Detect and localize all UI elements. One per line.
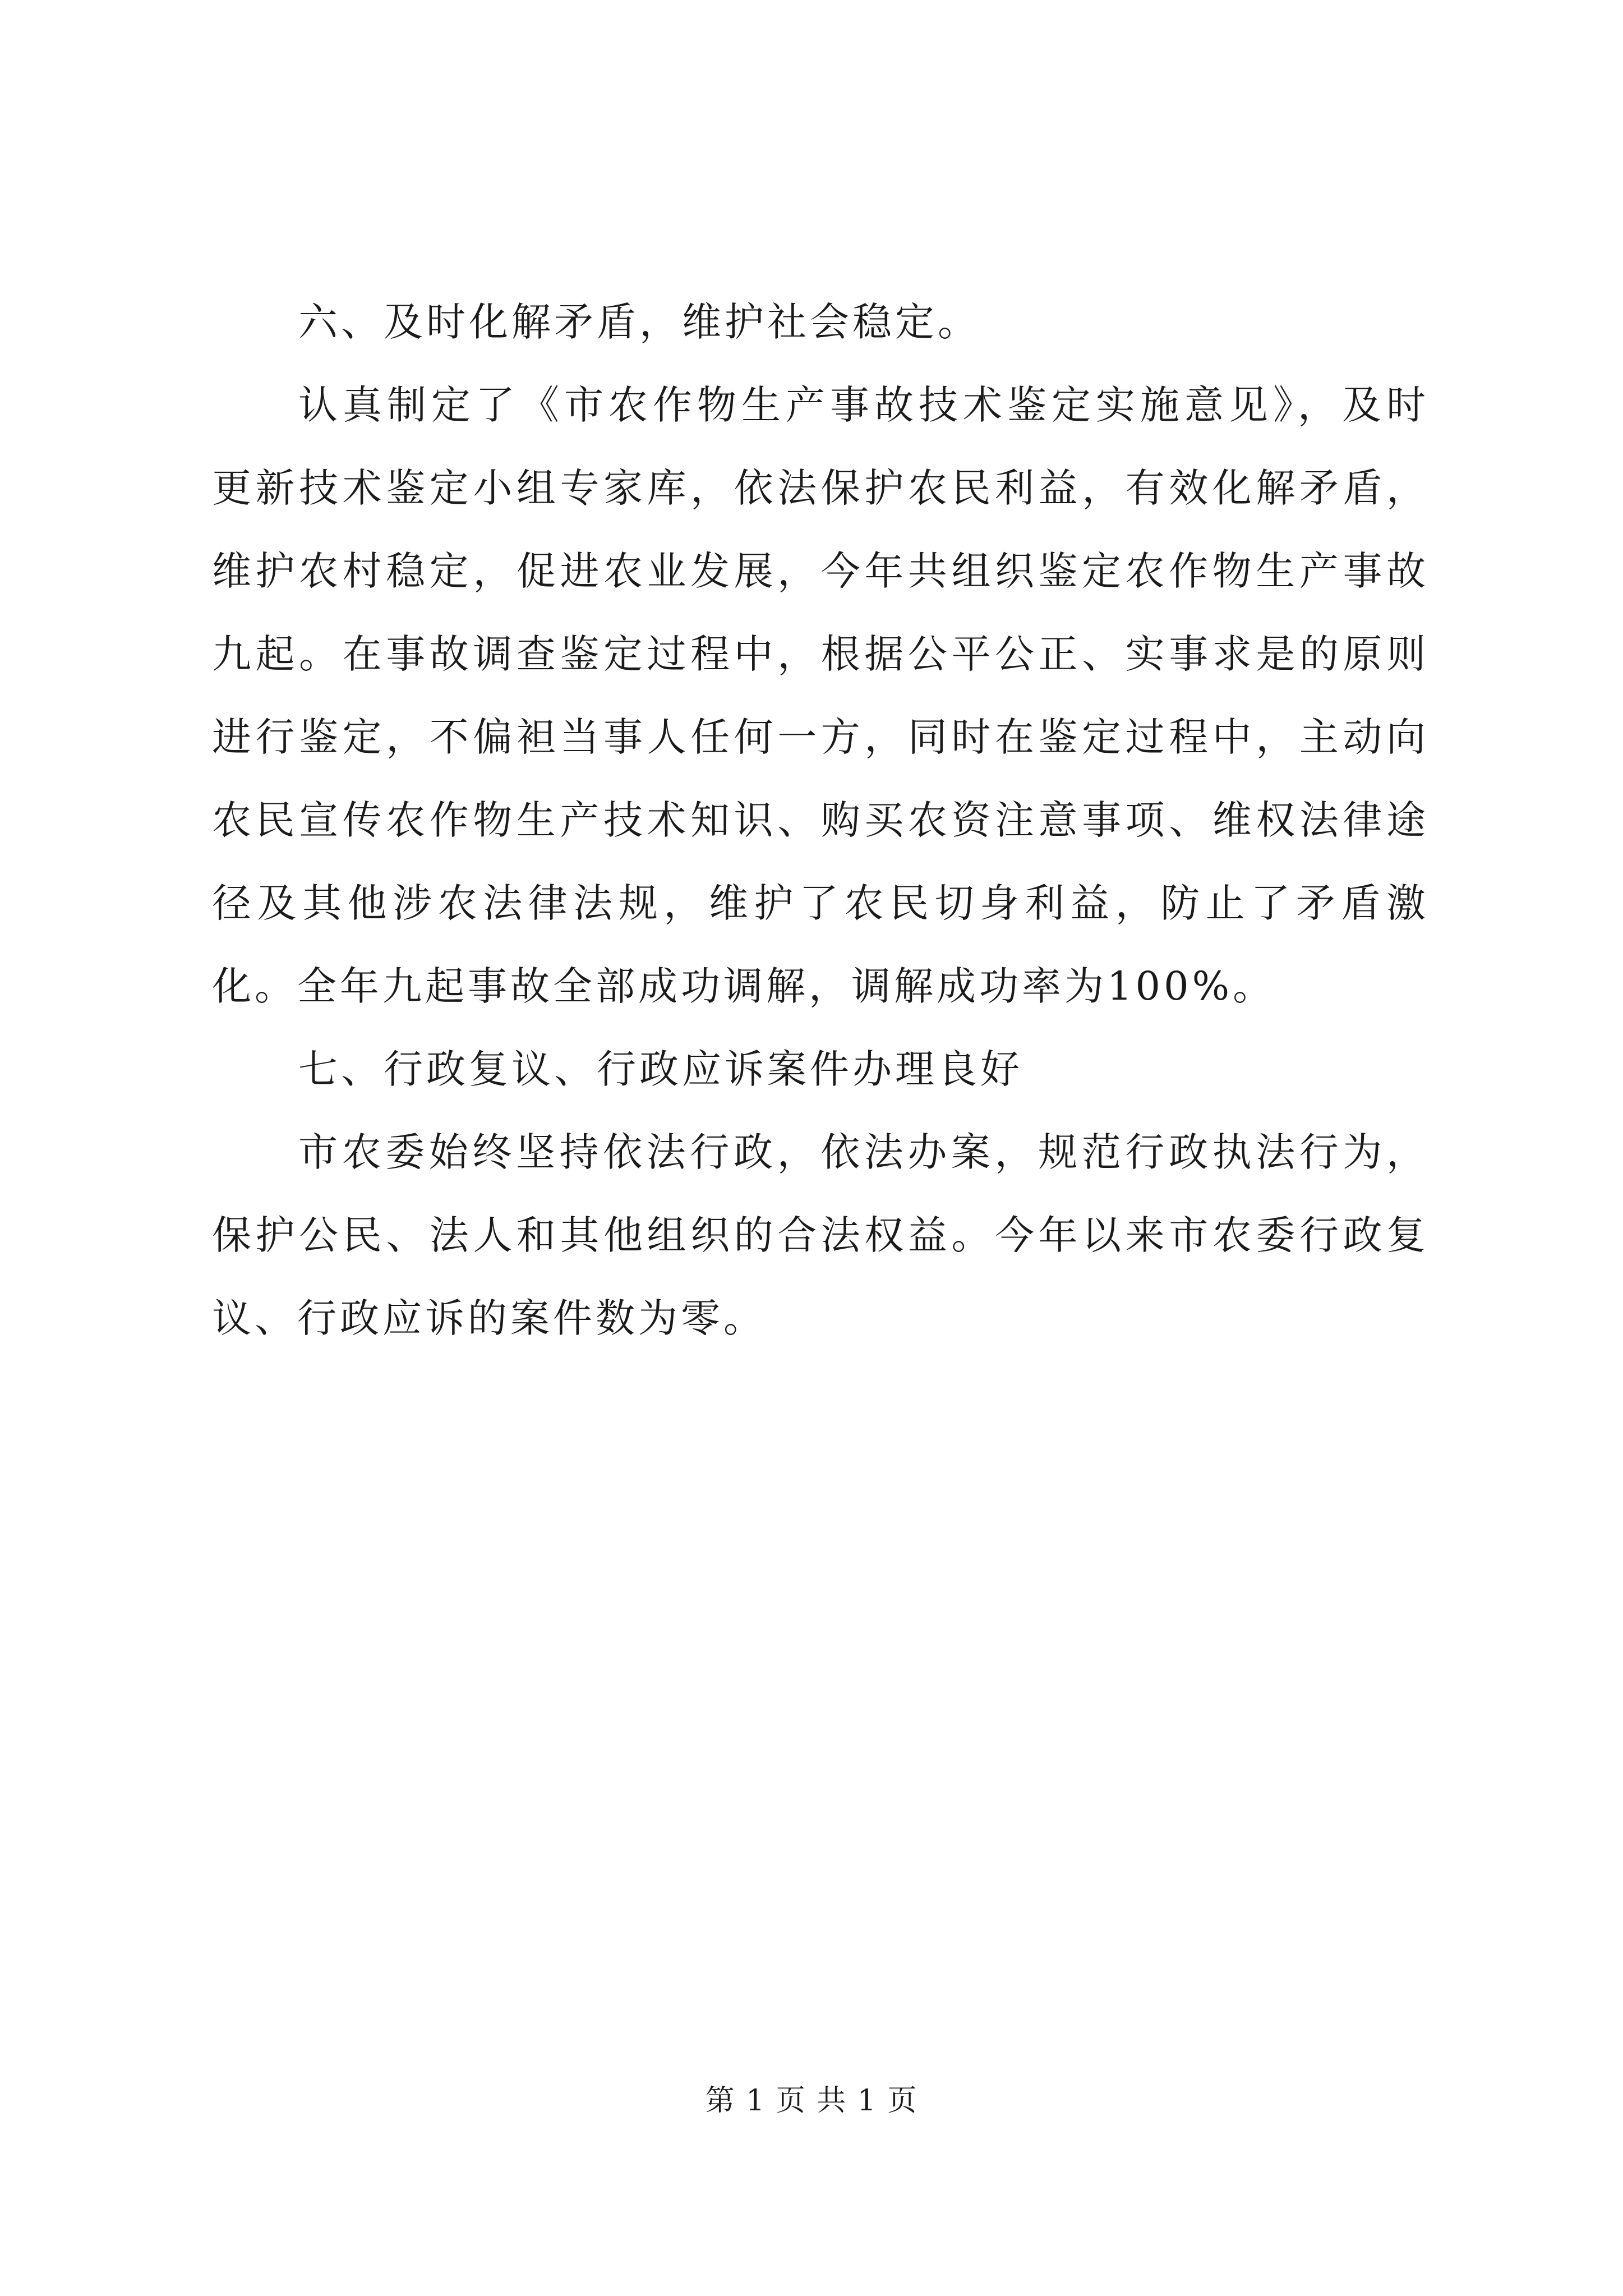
page-footer: 第 1 页 共 1 页 — [705, 2084, 918, 2118]
section-paragraph-6: 认真制定了《市农作物生产事故技术鉴定实施意见》，及时更新技术鉴定小组专家库，依法保护农民利益，有效化解矛盾，维护农村稳定，促进农业发展，今年共组织鉴定农作物生产事故九起。在事故调查鉴定过程中，根据公平公正、实事求是的原则进行鉴定，不偏袒当事人任何一方，同时在鉴定过程中，主动向农民宣传农作物生产技术知识、购买农资注意事项、维权法律途径及其他涉农法律法规，维护了农民切身利益，防止了矛盾激化。全年九起事故全部成功调解，调解成功率为100%。 — [212, 382, 1429, 1009]
document-body — [212, 280, 1429, 1360]
section-heading-6: 六、及时化解矛盾，维护社会稳定。 — [298, 299, 980, 345]
section-heading-7: 七、行政复议、行政应诉案件办理良好 — [298, 1046, 1023, 1092]
section-paragraph-7: 市农委始终坚持依法行政，依法办案，规范行政执法行为，保护公民、法人和其他组织的合法权益。今年以来市农委行政复议、行政应诉的案件数为零。 — [212, 1129, 1429, 1341]
